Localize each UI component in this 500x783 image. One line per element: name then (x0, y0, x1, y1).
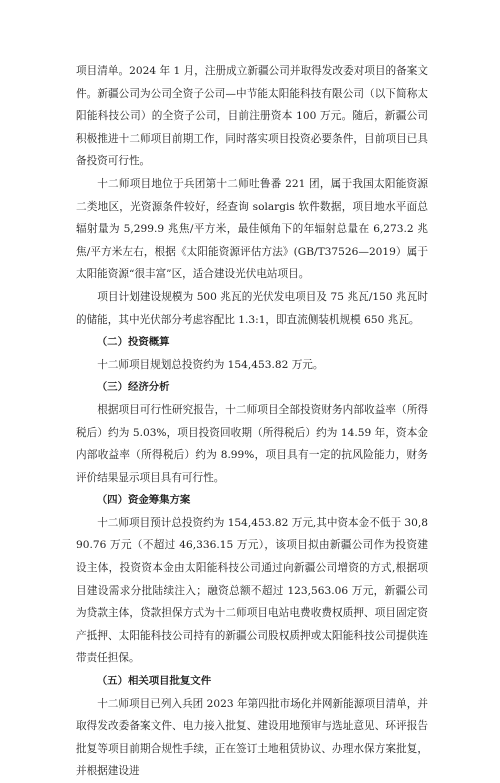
paragraph-economic-analysis: 根据项目可行性研究报告，十二师项目全部投资财务内部收益率（所得税后）约为 5.03%，项目投资回收期（所得税后）约为 14.59 年，资本金内部收益率（所得税后）约为 8.99%，项目具有一定的抗风险能力，财务评价结果显示项目具有可行性。 (76, 403, 428, 484)
paragraph-financing-plan: 十二师项目预计总投资约为 154,453.82 万元,其中资本金不低于 30,890.76 万元（不超过 46,336.15 万元），该项目拟由新疆公司作为投资建设主体，投资资本金由太阳能科技公司通过向新疆公司增资的方式,根据项目建设需求分批陆续注入；融资总额不超过 123,563.06 万元，新疆公司为贷款主体，贷款担保方式为十二师项目电站电费收费权质押、项目固定资产抵押、太阳能科技公司持有的新疆公司股权质押或太阳能科技公司提供连带责任担保。 (76, 516, 428, 665)
heading-investment-estimate: （二）投资概算 (96, 336, 170, 349)
paragraph-project-location: 十二师项目地位于兵团第十二师吐鲁番 221 团，属于我国太阳能资源二类地区，光资源条件较好，经查询 solargis 软件数据，项目地水平面总辐射量为 5,299.9 兆焦/平方米，最佳倾角下的年辐射总量在 6,273.2 兆焦/平方米左右，根据《太阳能资源评估方法》(GB/T37526—2019）属于太阳能资源“很丰富”区，适合建设光伏电站项目。 (76, 177, 428, 281)
paragraph-approval-documents: 十二师项目已列入兵团 2023 年第四批市场化并网新能源项目清单，并取得发改委备案文件、电力接入批复、建设用地预审与选址意见、环评报告批复等项目前期合规性手续，正在签订土地租赁协议、办理水保方案批复，并根据建设进 (76, 697, 428, 778)
document-page (76, 60, 428, 783)
paragraph-project-scale: 项目计划建设规模为 500 兆瓦的光伏发电项目及 75 兆瓦/150 兆瓦时的储能，其中光伏部分考虑容配比 1.3:1，即直流侧装机规模 650 兆瓦。 (76, 290, 428, 326)
heading-financing-plan: （四）资金筹集方案 (96, 494, 191, 507)
heading-approval-documents: （五）相关项目批复文件 (96, 675, 212, 688)
paragraph-project-registration: 项目清单。2024 年 1 月，注册成立新疆公司并取得发改委对项目的备案文件。新疆公司为公司全资子公司—中节能太阳能科技有限公司（以下简称太阳能科技公司）的全资子公司，目前注册资本 100 万元。随后，新疆公司积极推进十二师项目前期工作，同时落实项目投资必要条件，目前项目已具备投资可行性。 (76, 65, 428, 168)
heading-economic-analysis: （三）经济分析 (96, 381, 170, 394)
paragraph-investment-estimate: 十二师项目规划总投资约为 154,453.82 万元。 (97, 358, 324, 371)
